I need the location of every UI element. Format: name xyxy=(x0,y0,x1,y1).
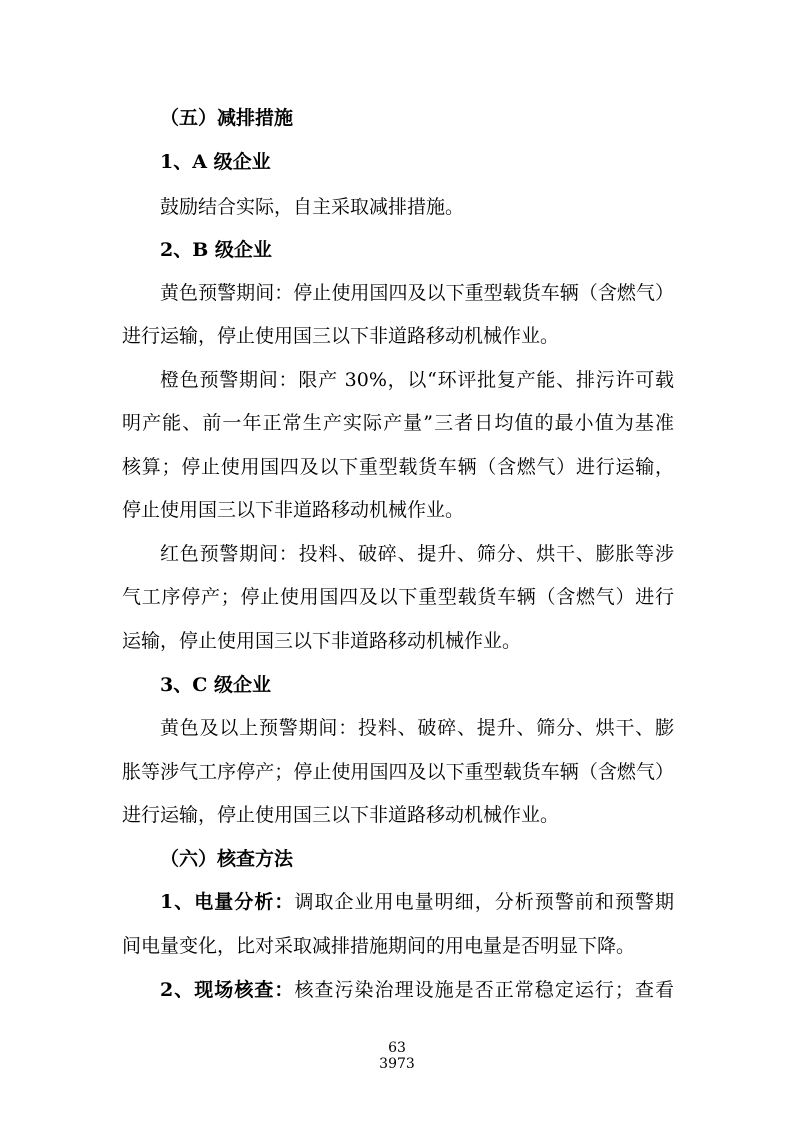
subheading-a-level: 1、A 级企业 xyxy=(160,151,271,173)
method-electricity-line2: 间电量变化，比对采取减排措施期间的用电量是否明显下降。 xyxy=(122,935,636,957)
total-page-number: 3973 xyxy=(379,1056,415,1072)
paragraph-b-orange-line3: 核算；停止使用国四及以下重型载货车辆（含燃气）进行运输， xyxy=(122,456,674,478)
paragraph-b-orange-line2: 明产能、前一年正常生产实际产量”三者日均值的最小值为基准 xyxy=(122,412,674,434)
paragraph-c-line2: 胀等涉气工序停产；停止使用国四及以下重型载货车辆（含燃气） xyxy=(122,761,674,783)
paragraph-b-yellow-line2: 进行运输，停止使用国三以下非道路移动机械作业。 xyxy=(122,325,560,347)
subheading-b-level: 2、B 级企业 xyxy=(160,239,272,261)
method-onsite-line1 xyxy=(160,978,674,1002)
paragraph-b-orange-line4: 停止使用国三以下非道路移动机械作业。 xyxy=(122,499,465,521)
paragraph-c-line1: 黄色及以上预警期间：投料、破碎、提升、筛分、烘干、膨 xyxy=(160,717,674,739)
page-number: 63 xyxy=(388,1040,406,1056)
paragraph-c-line3: 进行运输，停止使用国三以下非道路移动机械作业。 xyxy=(122,804,560,826)
method-onsite-label: 2、现场核查： xyxy=(160,979,295,1001)
paragraph-b-red-line3: 运输，停止使用国三以下非道路移动机械作业。 xyxy=(122,630,522,652)
section-heading-5: （五）减排措施 xyxy=(160,107,294,129)
paragraph-b-yellow-line1: 黄色预警期间：停止使用国四及以下重型载货车辆（含燃气） xyxy=(160,282,674,304)
paragraph-b-red-line2: 气工序停产；停止使用国四及以下重型载货车辆（含燃气）进行 xyxy=(122,586,674,608)
method-electricity-text: 调取企业用电量明细，分析预警前和预警期 xyxy=(294,891,674,913)
subheading-c-level: 3、C 级企业 xyxy=(160,674,271,696)
paragraph-a-level: 鼓励结合实际，自主采取减排措施。 xyxy=(160,196,465,218)
method-onsite-text: 核查污染治理设施是否正常稳定运行；查看 xyxy=(294,979,674,1001)
paragraph-b-orange-line1: 橙色预警期间：限产 30%，以“环评批复产能、排污许可载 xyxy=(160,369,674,391)
method-electricity-line1 xyxy=(160,890,674,914)
section-heading-6: （六）核查方法 xyxy=(160,848,294,870)
method-electricity-label: 1、电量分析： xyxy=(160,891,295,913)
paragraph-b-red-line1: 红色预警期间：投料、破碎、提升、筛分、烘干、膨胀等涉 xyxy=(160,543,674,565)
